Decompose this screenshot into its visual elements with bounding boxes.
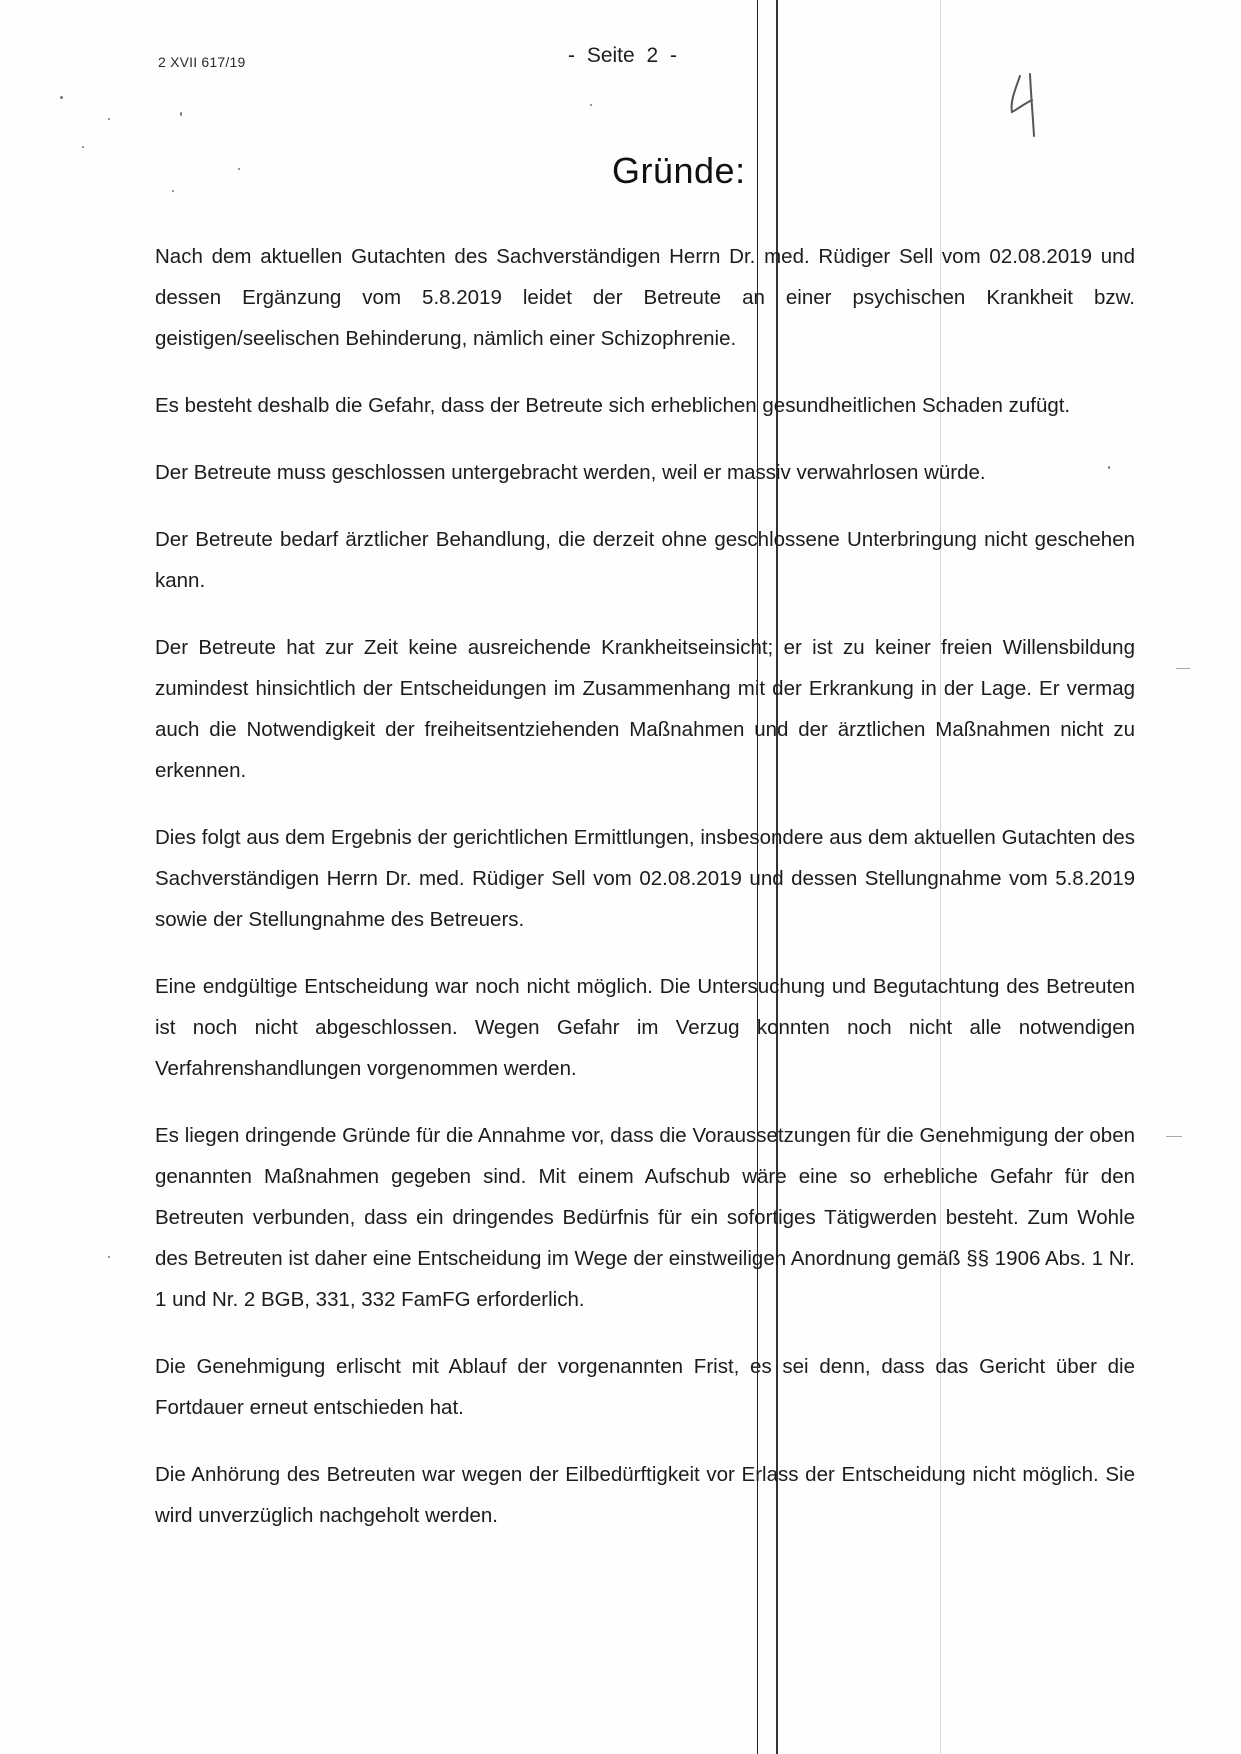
scan-speck — [180, 112, 182, 116]
scan-speck — [590, 104, 592, 106]
scan-edge-mark — [1166, 1136, 1182, 1137]
scan-speck — [82, 146, 84, 148]
paragraph: Es liegen dringende Gründe für die Annahme vor, dass die Voraussetzungen für die Genehmigung der oben genannten Maßnahmen gegeben sind. Mit einem Aufschub wäre eine so erhebliche Gefahr für den Betreuten verbunden, dass ein dringendes Bedürfnis für ein sofortiges Tätigwerden besteht. Zum Wohle des Betreuten ist daher eine Entscheidung im Wege der einstweiligen Anordnung gemäß §§ 1906 Abs. 1 Nr. 1 und Nr. 2 BGB, 331, 332 FamFG erforderlich. — [155, 1124, 1135, 1311]
paragraph: Der Betreute bedarf ärztlicher Behandlung, die derzeit ohne geschlossene Unterbringung nicht geschehen kann. — [155, 528, 1135, 592]
paragraph: Der Betreute muss geschlossen untergebracht werden, weil er massiv verwahrlosen würde. — [155, 461, 986, 484]
scan-speck — [60, 96, 63, 99]
paragraph: Die Anhörung des Betreuten war wegen der Eilbedürftigkeit vor Erlass der Entscheidung nicht möglich. Sie wird unverzüglich nachgeholt werden. — [155, 1463, 1135, 1527]
scan-speck — [108, 118, 110, 120]
paragraph: Der Betreute hat zur Zeit keine ausreichende Krankheitseinsicht; er ist zu keiner freien Willensbildung zumindest hinsichtlich der Entscheidungen im Zusammenhang mit der Erkrankung in der Lage. Er vermag auch die Notwendigkeit der freiheitsentziehenden Maßnahmen und der ärztlichen Maßnahmen nicht zu erkennen. — [155, 636, 1135, 782]
scan-edge-mark — [1176, 668, 1190, 669]
scan-speck — [108, 1256, 110, 1258]
section-heading: Gründe: — [612, 150, 746, 191]
page-number: - Seite 2 - — [568, 44, 678, 67]
paragraph: Es besteht deshalb die Gefahr, dass der Betreute sich erheblichen gesundheitlichen Schaden zufügt. — [155, 394, 1071, 417]
paragraph: Dies folgt aus dem Ergebnis der gerichtlichen Ermittlungen, insbesondere aus dem aktuellen Gutachten des Sachverständigen Herrn Dr. med. Rüdiger Sell vom 02.08.2019 und dessen Stellungnahme vom 5.8.2019 sowie der Stellungnahme des Betreuers. — [155, 826, 1135, 931]
paragraph: Nach dem aktuellen Gutachten des Sachverständigen Herrn Dr. med. Rüdiger Sell vom 02.08.2019 und dessen Ergänzung vom 5.8.2019 leidet der Betreute an einer psychischen Krankheit bzw. geistigen/seelischen Behinderung, nämlich einer Schizophrenie. — [155, 245, 1135, 350]
scan-speck — [172, 190, 174, 192]
reasons-body — [155, 236, 1135, 1562]
file-reference: 2 XVII 617/19 — [158, 54, 246, 70]
paragraph: Eine endgültige Entscheidung war noch nicht möglich. Die Untersuchung und Begutachtung des Betreuten ist noch nicht abgeschlossen. Wegen Gefahr im Verzug konnten noch nicht alle notwendigen Verfahrenshandlungen vorgenommen werden. — [155, 975, 1135, 1080]
paragraph: Die Genehmigung erlischt mit Ablauf der vorgenannten Frist, es sei denn, dass das Gericht über die Fortdauer erneut entschieden hat. — [155, 1355, 1135, 1419]
scan-speck — [238, 168, 240, 170]
handwritten-page-mark — [1006, 70, 1040, 140]
